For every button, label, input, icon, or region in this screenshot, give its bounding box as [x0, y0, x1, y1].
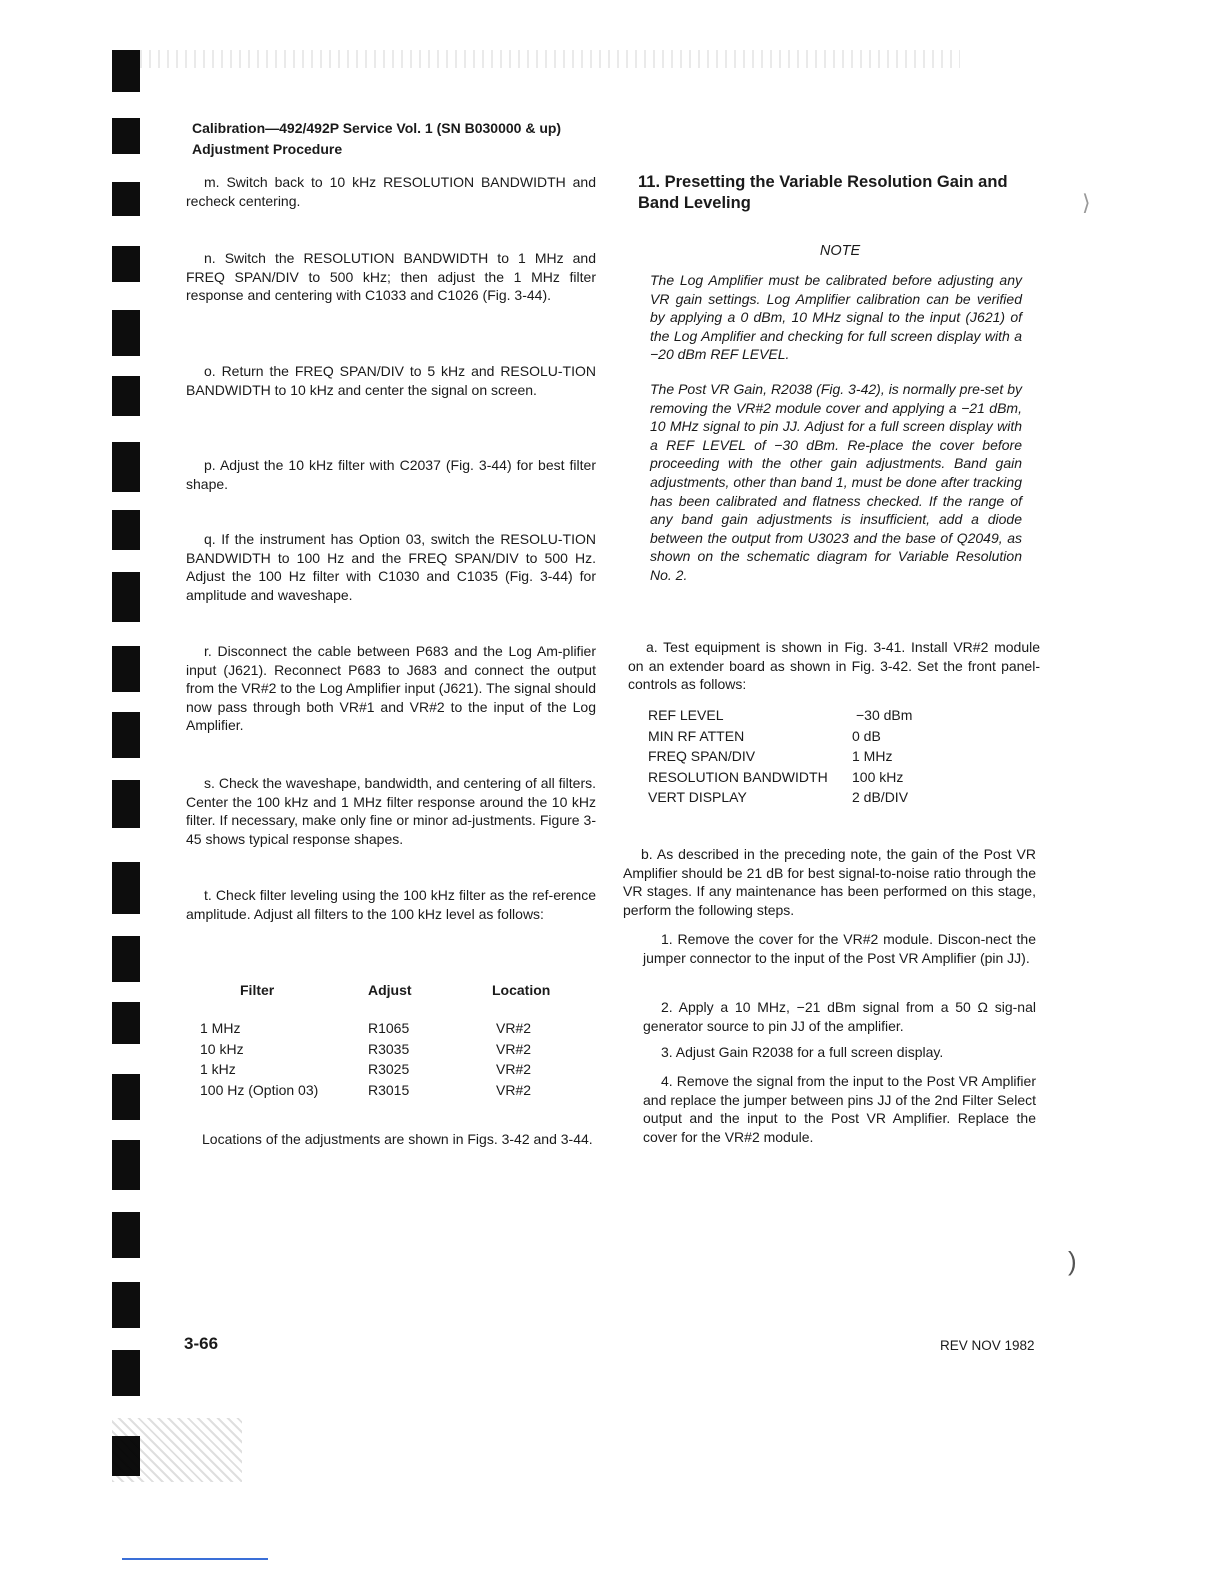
setting-name: FREQ SPAN/DIV [648, 748, 756, 765]
paragraph: m. Switch back to 10 kHz RESOLUTION BANDWIDTH and recheck centering. [186, 174, 596, 209]
table-row [200, 1080, 596, 1101]
note-paragraph-1 [650, 271, 1022, 364]
table-cell: 10 kHz [200, 1040, 244, 1057]
header-cell: Filter [240, 982, 275, 998]
header-cell: Adjust [368, 982, 412, 998]
table-cell: VR#2 [496, 1061, 532, 1078]
setting-value: 2 dB/DIV [852, 789, 909, 806]
table-cell: R3015 [368, 1081, 410, 1098]
setting-value: 0 dB [852, 727, 881, 744]
blue-edge-line [122, 1558, 268, 1560]
step-t [186, 886, 596, 923]
paragraph: 4. Remove the signal from the input to the Post VR Amplifier and replace the jumper between pins JJ of the 2nd Filter Select output and the input to the Post VR Amplifier. Replace the cover for the VR#2 module. [643, 1073, 1036, 1145]
paragraph: r. Disconnect the cable between P683 and the Log Am-plifier input (J621). Reconnect P683 to J683 and connect the output from the VR#2 to the Log Amplifier input (J621). The signal should now pass through both VR#1 and VR#2 to the input of the Log Amplifier. [186, 643, 596, 734]
page-header [192, 118, 561, 160]
table-cell: R3035 [368, 1040, 410, 1057]
setting-value: 1 MHz [852, 748, 893, 765]
settings-row [648, 746, 946, 767]
substep-2 [643, 998, 1036, 1035]
settings-row [648, 767, 946, 788]
paragraph: 1. Remove the cover for the VR#2 module. Discon-nect the jumper connector to the input of the Post VR Amplifier (pin JJ). [643, 931, 1036, 966]
front-panel-settings [648, 705, 946, 808]
paragraph: t. Check filter leveling using the 100 kHz filter as the ref-erence amplitude. Adjust all filters to the 100 kHz level as follows: [186, 887, 596, 922]
setting-name: REF LEVEL [648, 707, 724, 723]
table-row [200, 1018, 596, 1039]
header-title: Calibration—492/492P Service Vol. 1 (SN B030000 & up) [192, 120, 562, 136]
table-cell: R3025 [368, 1061, 410, 1078]
step-a [628, 638, 1040, 694]
table-header [200, 982, 596, 1018]
note-paragraph-2 [650, 380, 1022, 585]
step-o [186, 362, 596, 399]
table-row [200, 1059, 596, 1080]
step-r [186, 642, 596, 735]
table-cell: 1 MHz [200, 1020, 241, 1036]
step-b [623, 845, 1036, 919]
binding-edge [0, 0, 160, 1584]
substep-4 [643, 1072, 1036, 1146]
scan-mark: ) [1068, 1246, 1077, 1276]
settings-row [648, 705, 946, 726]
table-cell: VR#2 [496, 1040, 532, 1057]
table-cell: R1065 [368, 1020, 410, 1036]
settings-row [648, 787, 946, 808]
paragraph: The Post VR Gain, R2038 (Fig. 3-42), is normally pre-set by removing the VR#2 module cover and applying a −21 dBm, 10 MHz signal to pin JJ. Adjust for a full screen display with a REF LEVEL of −30 dBm. Re-place the cover before proceeding with the other gain adjustments. Band gain adjustments, other than band 1, must be done after tracking has been calibrated and flatness checked. If the range of any band gain adjustments is insufficient, add a diode between the output from U3023 and the base of Q2049, as shown on the schematic diagram for Variable Resolution No. 2. [650, 381, 1022, 583]
scan-mark: ⟩ [1082, 190, 1091, 215]
setting-name: RESOLUTION BANDWIDTH [648, 768, 828, 785]
note-title: NOTE [819, 243, 861, 259]
locations-note [184, 1130, 594, 1149]
scan-noise-bottom [112, 1418, 242, 1482]
paragraph: 3. Adjust Gain R2038 for a full screen display. [661, 1044, 944, 1060]
setting-value: 100 kHz [852, 768, 904, 785]
paragraph: The Log Amplifier must be calibrated before adjusting any VR gain settings. Log Amplifier calibration can be verified by applying a 0 dBm, 10 MHz signal to the input (J621) of the Log Amplifier and checking for full screen display with a −20 dBm REF LEVEL. [650, 272, 1022, 363]
table-cell: VR#2 [496, 1020, 532, 1036]
section-heading: 11. Presetting the Variable Resolution Gain and Band Leveling [638, 173, 1008, 212]
paragraph: s. Check the waveshape, bandwidth, and centering of all filters. Center the 100 kHz and 1 MHz filter response around the 10 kHz filter. If necessary, make only fine or minor ad-justments. Figure 3-45 shows typical response shapes. [186, 775, 596, 847]
paragraph: o. Return the FREQ SPAN/DIV to 5 kHz and RESOLU-TION BANDWIDTH to 10 kHz and center the signal on screen. [186, 363, 596, 398]
paragraph: a. Test equipment is shown in Fig. 3-41. Install VR#2 module on an extender board as shown in Fig. 3-42. Set the front panel-controls as follows: [628, 639, 1040, 693]
substep-1 [643, 930, 1036, 967]
paragraph: q. If the instrument has Option 03, switch the RESOLU-TION BANDWIDTH to 100 Hz and the FREQ SPAN/DIV to 500 Hz. Adjust the 100 Hz filter with C1030 and C1035 (Fig. 3-44) for amplitude and waveshape. [186, 531, 596, 603]
revision-date: REV NOV 1982 [940, 1338, 1035, 1353]
paragraph: 2. Apply a 10 MHz, −21 dBm signal from a 50 Ω sig-nal generator source to pin JJ of the amplifier. [643, 999, 1036, 1034]
scan-noise-top [140, 50, 960, 68]
table-cell: 100 Hz (Option 03) [200, 1081, 319, 1098]
page-number: 3-66 [184, 1334, 219, 1353]
step-m [186, 173, 596, 210]
step-n [186, 249, 596, 305]
substep-3 [643, 1043, 1036, 1062]
settings-row [648, 726, 946, 747]
paragraph: Locations of the adjustments are shown in Figs. 3-42 and 3-44. [202, 1131, 593, 1147]
setting-value: −30 dBm [856, 707, 913, 723]
setting-name: VERT DISPLAY [648, 789, 747, 806]
setting-name: MIN RF ATTEN [648, 727, 745, 744]
paragraph: n. Switch the RESOLUTION BANDWIDTH to 1 MHz and FREQ SPAN/DIV to 500 kHz; then adjust the 1 MHz filter response and centering with C1033 and C1026 (Fig. 3-44). [186, 250, 596, 304]
paragraph: p. Adjust the 10 kHz filter with C2037 (Fig. 3-44) for best filter shape. [186, 457, 596, 492]
step-s [186, 774, 596, 848]
table-row [200, 1039, 596, 1060]
paragraph: b. As described in the preceding note, the gain of the Post VR Amplifier should be 21 dB for best signal-to-noise ratio through the VR stages. If any maintenance has been performed on this stage, perform the following steps. [623, 846, 1036, 918]
step-q [186, 530, 596, 604]
adjustment-table [200, 982, 596, 1100]
header-cell: Location [492, 982, 551, 998]
step-p [186, 456, 596, 493]
table-cell: 1 kHz [200, 1061, 236, 1078]
table-cell: VR#2 [496, 1081, 532, 1098]
header-subtitle: Adjustment Procedure [192, 141, 343, 157]
